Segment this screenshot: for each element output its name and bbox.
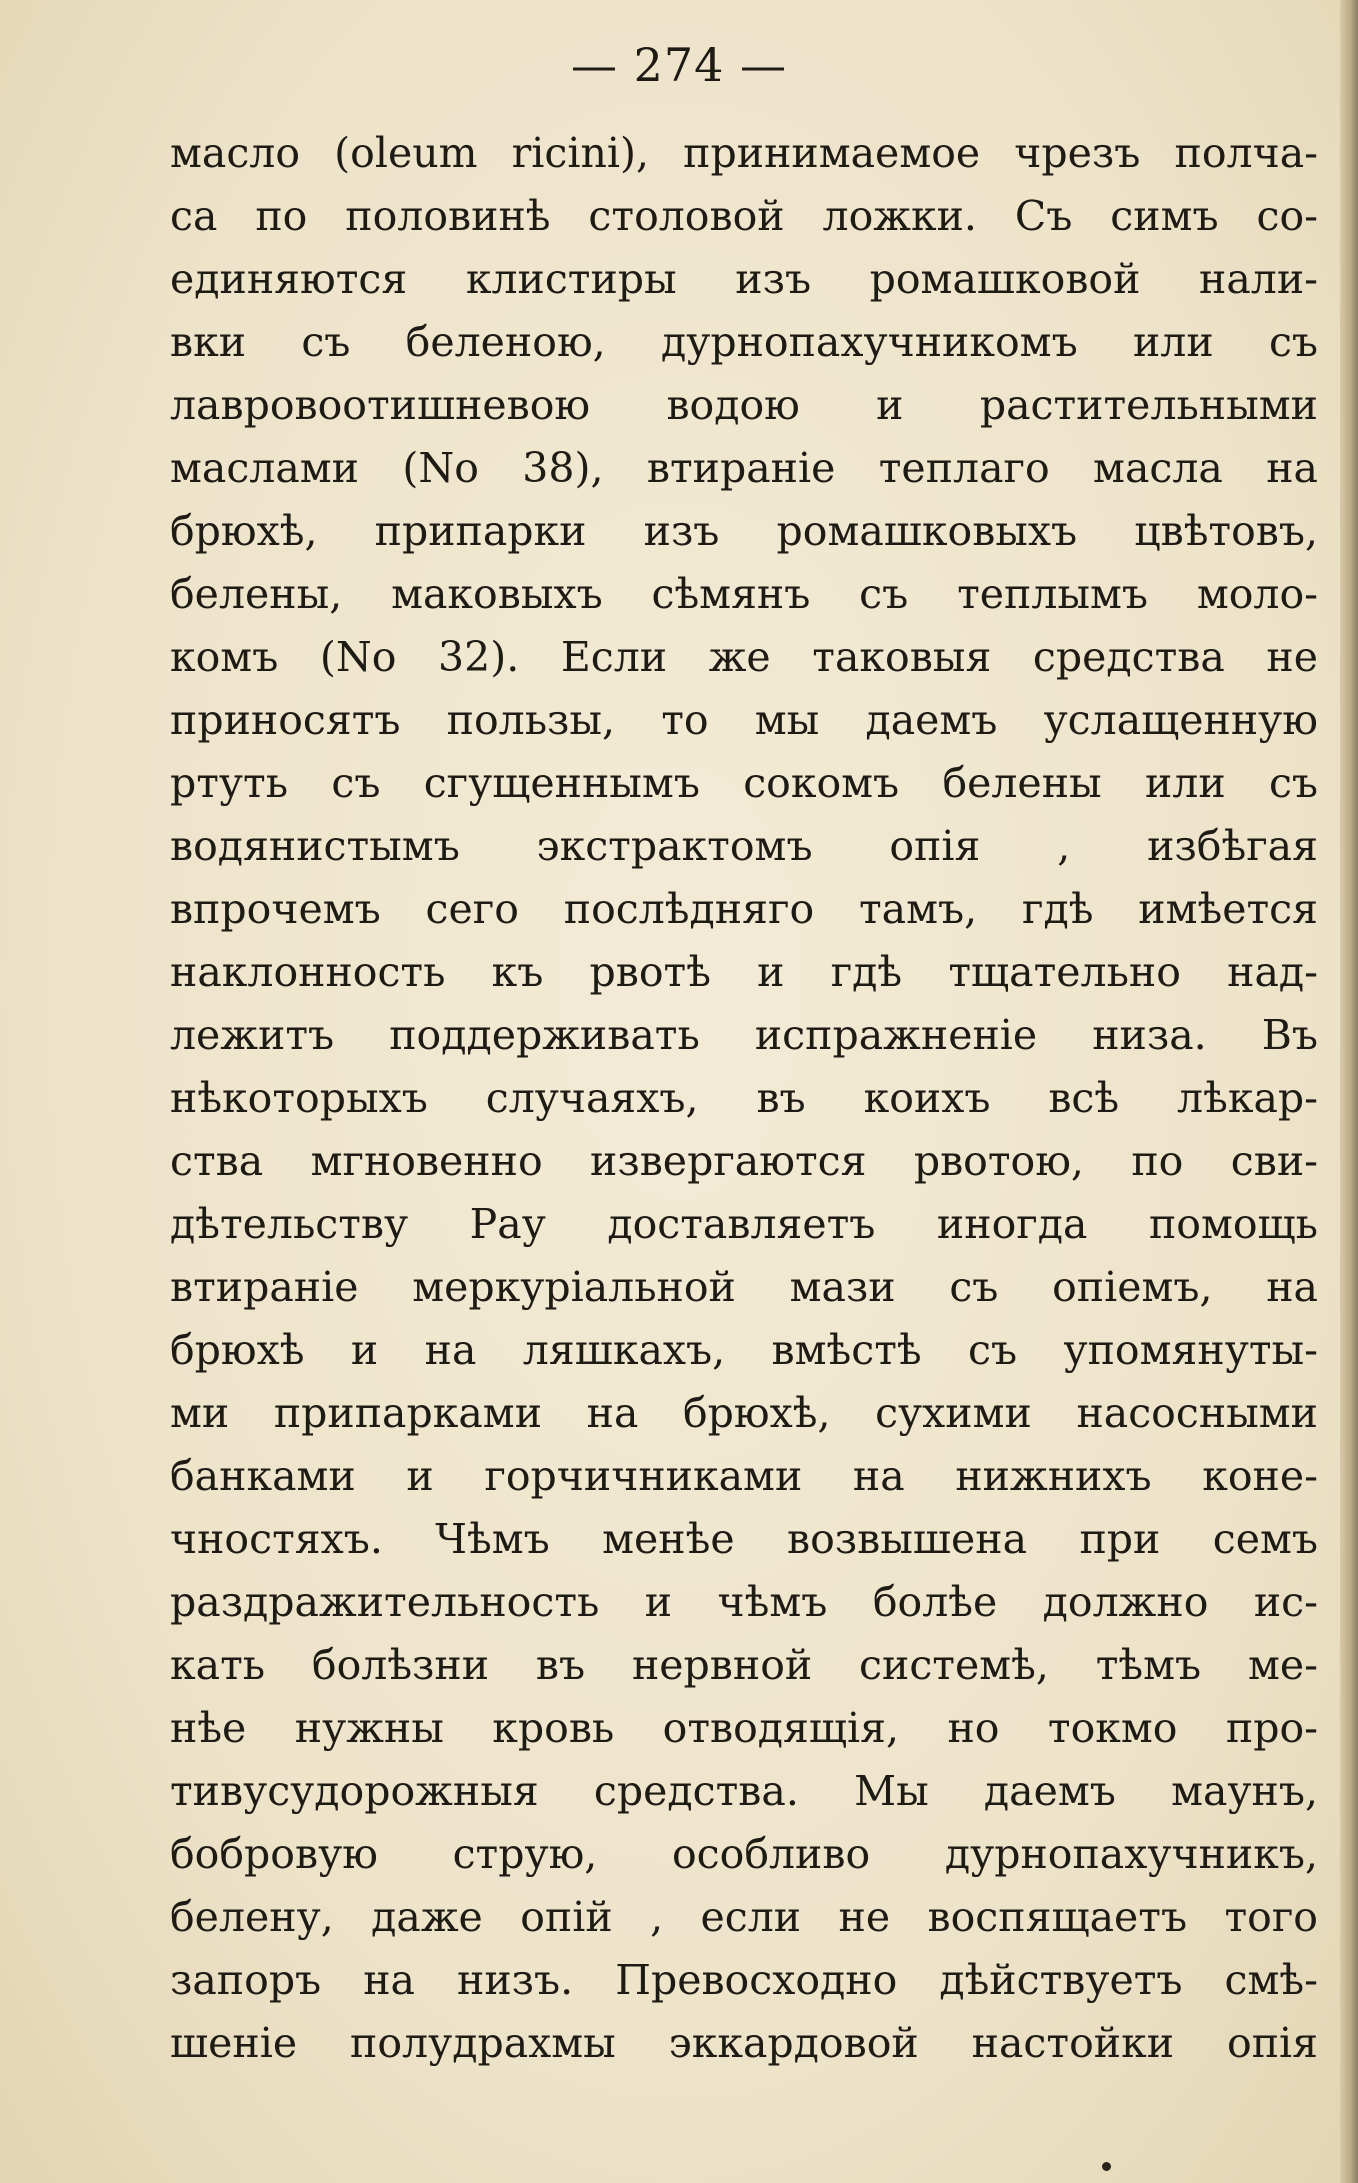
text-line: нѣе нужны кровь отводящія, но токмо про- bbox=[170, 1704, 1318, 1752]
text-line: са по половинѣ столовой ложки. Съ симъ со- bbox=[170, 192, 1318, 240]
text-line: нѣкоторыхъ случаяхъ, въ коихъ всѣ лѣкар- bbox=[170, 1074, 1318, 1122]
text-line: втираніе меркуріальной мази съ опіемъ, на bbox=[170, 1263, 1318, 1311]
text-line: ства мгновенно извергаются рвотою, по сви- bbox=[170, 1137, 1318, 1185]
text-line: брюхѣ, припарки изъ ромашковыхъ цвѣтовъ, bbox=[170, 507, 1318, 555]
text-line: банками и горчичниками на нижнихъ коне- bbox=[170, 1452, 1318, 1500]
text-line: белену, даже опій , если не воспящаетъ того bbox=[170, 1893, 1318, 1941]
text-line: маслами (No 38), втираніе теплаго масла на bbox=[170, 444, 1318, 492]
text-line: единяются клистиры изъ ромашковой нали- bbox=[170, 255, 1318, 303]
text-line: приносятъ пользы, то мы даемъ услащенную bbox=[170, 696, 1318, 744]
text-line: впрочемъ сего послѣдняго тамъ, гдѣ имѣется bbox=[170, 885, 1318, 933]
text-line: наклонность къ рвотѣ и гдѣ тщательно над- bbox=[170, 948, 1318, 996]
text-line: дѣтельству Рау доставляетъ иногда помощь bbox=[170, 1200, 1318, 1248]
page-number: — 274 — bbox=[570, 38, 788, 92]
body-text bbox=[170, 122, 1318, 2075]
text-line: вки съ беленою, дурнопахучникомъ или съ bbox=[170, 318, 1318, 366]
text-line: запоръ на низъ. Превосходно дѣйствуетъ смѣ- bbox=[170, 1956, 1318, 2004]
text-line: раздражительность и чѣмъ болѣе должно ис- bbox=[170, 1578, 1318, 1626]
text-line: масло (oleum ricini), принимаемое чрезъ полча- bbox=[170, 129, 1318, 177]
text-line: ртуть съ сгущеннымъ сокомъ белены или съ bbox=[170, 759, 1318, 807]
text-line: белены, маковыхъ сѣмянъ съ теплымъ моло- bbox=[170, 570, 1318, 618]
text-line: ми припарками на брюхѣ, сухими насосными bbox=[170, 1389, 1318, 1437]
text-line: бобровую струю, особливо дурнопахучникъ, bbox=[170, 1830, 1318, 1878]
text-line: кать болѣзни въ нервной системѣ, тѣмъ ме- bbox=[170, 1641, 1318, 1689]
text-line: водянистымъ экстрактомъ опія , избѣгая bbox=[170, 822, 1318, 870]
text-line: комъ (No 32). Если же таковыя средства не bbox=[170, 633, 1318, 681]
text-line: чностяхъ. Чѣмъ менѣе возвышена при семъ bbox=[170, 1515, 1318, 1563]
text-line: лежитъ поддерживать испражненіе низа. Въ bbox=[170, 1011, 1318, 1059]
ink-dot bbox=[1102, 2162, 1111, 2171]
text-line: брюхѣ и на ляшкахъ, вмѣстѣ съ упомянуты- bbox=[170, 1326, 1318, 1374]
text-line: лавровоотишневою водою и растительными bbox=[170, 381, 1318, 429]
text-line: шеніе полудрахмы эккардовой настойки опія bbox=[170, 2019, 1318, 2067]
page-edge-shadow bbox=[1340, 0, 1358, 2183]
text-line: тивусудорожныя средства. Мы даемъ маунъ, bbox=[170, 1767, 1318, 1815]
